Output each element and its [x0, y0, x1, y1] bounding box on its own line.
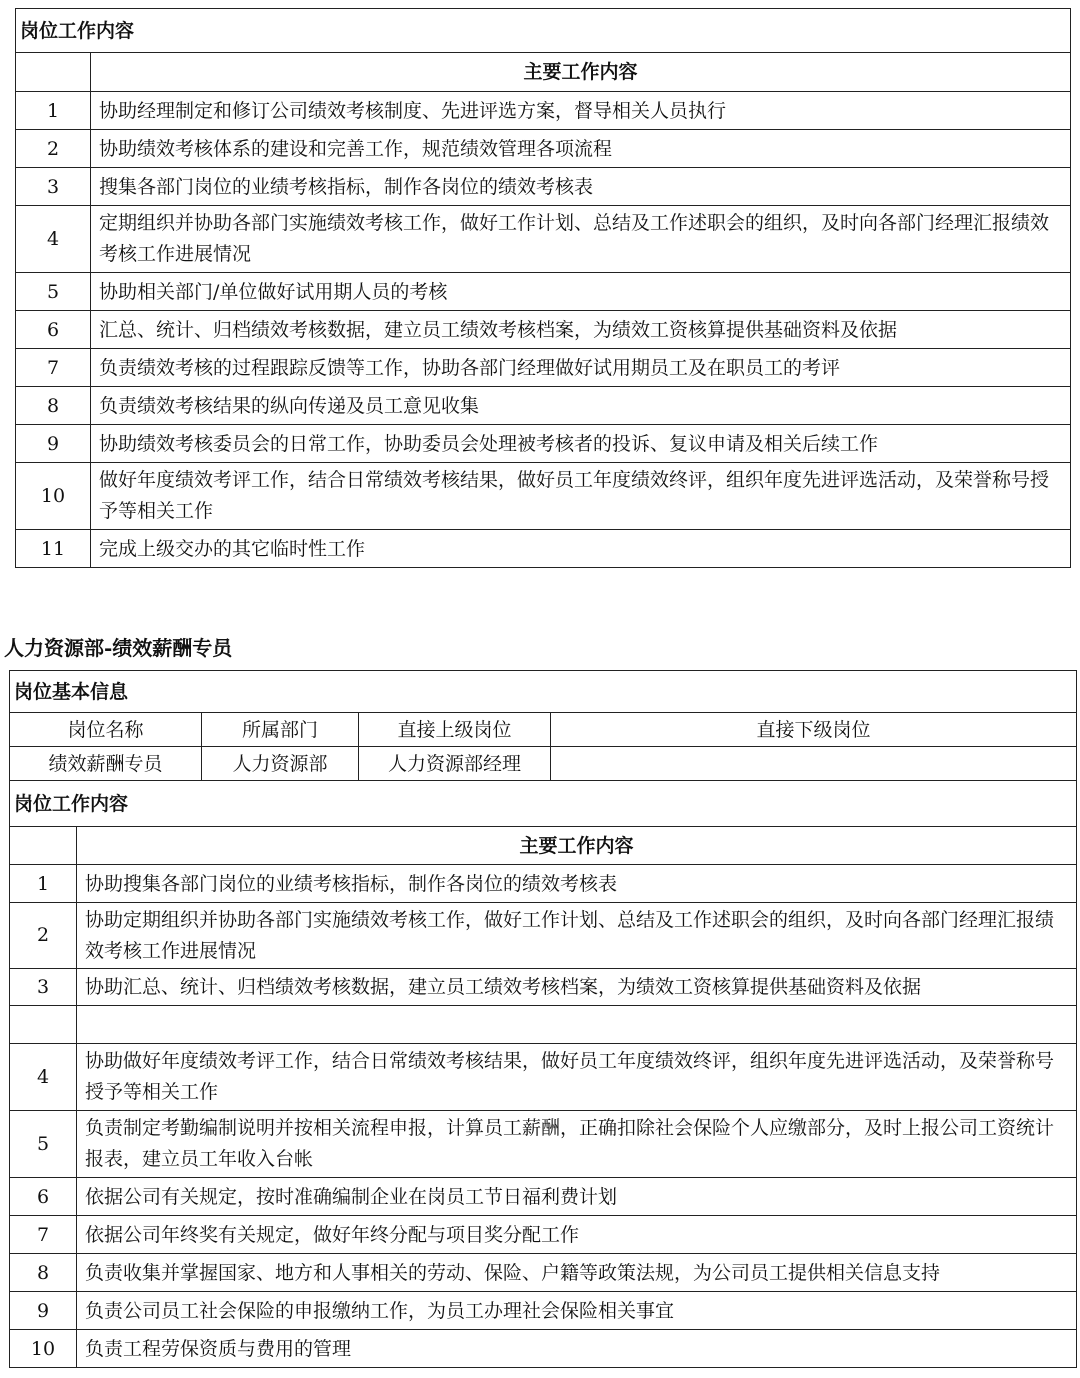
row-number: 10	[10, 1330, 77, 1368]
row-text: 负责公司员工社会保险的申报缴纳工作，为员工办理社会保险相关事宜	[77, 1292, 1077, 1330]
row-number: 5	[16, 273, 91, 311]
info-header-department: 所属部门	[202, 713, 359, 747]
row-number: 9	[10, 1292, 77, 1330]
row-text: 依据公司有关规定，按时准确编制企业在岗员工节日福利费计划	[77, 1178, 1077, 1216]
row-text: 汇总、统计、归档绩效考核数据，建立员工绩效考核档案，为绩效工资核算提供基础资料及依据	[91, 311, 1071, 349]
row-text: 协助定期组织并协助各部门实施绩效考核工作，做好工作计划、总结及工作述职会的组织，及时向各部门经理汇报绩效考核工作进展情况	[77, 903, 1077, 969]
row-number: 6	[16, 311, 91, 349]
section-title: 岗位工作内容	[16, 9, 1071, 53]
info-value-department: 人力资源部	[202, 747, 359, 781]
row-text: 做好年度绩效考评工作，结合日常绩效考核结果，做好员工年度绩效终评，组织年度先进评选活动，及荣誉称号授予等相关工作	[91, 463, 1071, 530]
row-number: 8	[10, 1254, 77, 1292]
row-number: 1	[16, 92, 91, 130]
row-text: 协助相关部门/单位做好试用期人员的考核	[91, 273, 1071, 311]
row-number: 7	[16, 349, 91, 387]
row-text: 负责制定考勤编制说明并按相关流程申报，计算员工薪酬，正确扣除社会保险个人应缴部分，及时上报公司工资统计报表，建立员工年收入台帐	[77, 1111, 1077, 1178]
info-value-subordinate	[551, 747, 1077, 781]
job-content-table-1	[15, 8, 1071, 568]
row-number: 5	[10, 1111, 77, 1178]
row-text: 负责绩效考核结果的纵向传递及员工意见收集	[91, 387, 1071, 425]
row-text: 协助绩效考核委员会的日常工作，协助委员会处理被考核者的投诉、复议申请及相关后续工作	[91, 425, 1071, 463]
row-text: 协助做好年度绩效考评工作，结合日常绩效考核结果，做好员工年度绩效终评，组织年度先进评选活动，及荣誉称号授予等相关工作	[77, 1044, 1077, 1111]
row-number: 2	[16, 130, 91, 168]
row-text: 依据公司年终奖有关规定，做好年终分配与项目奖分配工作	[77, 1216, 1077, 1254]
basic-info-title: 岗位基本信息	[10, 671, 1077, 713]
row-number: 9	[16, 425, 91, 463]
row-text	[77, 1006, 1077, 1044]
header-num-cell	[16, 53, 91, 92]
row-text: 负责收集并掌握国家、地方和人事相关的劳动、保险、户籍等政策法规，为公司员工提供相关信息支持	[77, 1254, 1077, 1292]
info-value-position: 绩效薪酬专员	[10, 747, 202, 781]
header-main-content: 主要工作内容	[77, 827, 1077, 865]
row-number	[10, 1006, 77, 1044]
row-number: 10	[16, 463, 91, 530]
info-header-position: 岗位名称	[10, 713, 202, 747]
header-main-content: 主要工作内容	[91, 53, 1071, 92]
row-number: 3	[16, 168, 91, 206]
row-text: 协助汇总、统计、归档绩效考核数据，建立员工绩效考核档案，为绩效工资核算提供基础资料及依据	[77, 969, 1077, 1006]
info-header-superior: 直接上级岗位	[359, 713, 551, 747]
section-title: 岗位工作内容	[10, 781, 1077, 827]
header-num-cell	[10, 827, 77, 865]
row-text: 完成上级交办的其它临时性工作	[91, 530, 1071, 568]
row-number: 4	[16, 206, 91, 273]
job-content-table-2	[9, 670, 1077, 1368]
row-number: 11	[16, 530, 91, 568]
info-value-superior: 人力资源部经理	[359, 747, 551, 781]
row-text: 负责工程劳保资质与费用的管理	[77, 1330, 1077, 1368]
row-text: 搜集各部门岗位的业绩考核指标，制作各岗位的绩效考核表	[91, 168, 1071, 206]
row-number: 6	[10, 1178, 77, 1216]
row-text: 协助经理制定和修订公司绩效考核制度、先进评选方案，督导相关人员执行	[91, 92, 1071, 130]
info-header-subordinate: 直接下级岗位	[551, 713, 1077, 747]
row-text: 协助搜集各部门岗位的业绩考核指标，制作各岗位的绩效考核表	[77, 865, 1077, 903]
row-number: 7	[10, 1216, 77, 1254]
row-text: 定期组织并协助各部门实施绩效考核工作，做好工作计划、总结及工作述职会的组织，及时向各部门经理汇报绩效考核工作进展情况	[91, 206, 1071, 273]
row-number: 1	[10, 865, 77, 903]
row-number: 3	[10, 969, 77, 1006]
row-number: 2	[10, 903, 77, 969]
row-text: 负责绩效考核的过程跟踪反馈等工作，协助各部门经理做好试用期员工及在职员工的考评	[91, 349, 1071, 387]
position-subtitle: 人力资源部-绩效薪酬专员	[4, 636, 233, 660]
row-number: 4	[10, 1044, 77, 1111]
row-text: 协助绩效考核体系的建设和完善工作，规范绩效管理各项流程	[91, 130, 1071, 168]
row-number: 8	[16, 387, 91, 425]
